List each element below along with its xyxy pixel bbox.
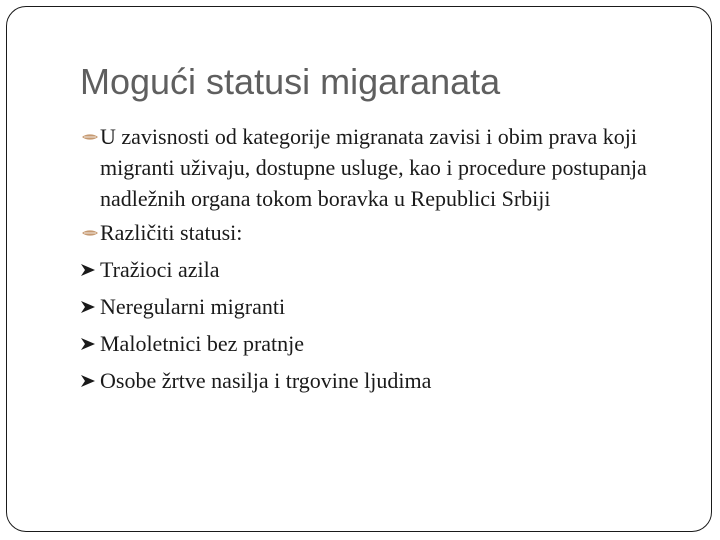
arrowhead-bullet-icon bbox=[80, 263, 96, 277]
sub-bullet-text: Maloletnici bez pratnje bbox=[100, 331, 305, 356]
arrowhead-bullet-icon bbox=[80, 337, 96, 351]
sub-bullet-item bbox=[80, 362, 680, 399]
bullet-list bbox=[80, 121, 680, 399]
arrowhead-bullet-icon bbox=[80, 300, 96, 314]
leaf-bullet-icon bbox=[81, 133, 99, 141]
arrowhead-bullet-icon bbox=[80, 374, 96, 388]
sub-bullet-item bbox=[80, 288, 680, 325]
leaf-bullet-icon bbox=[81, 229, 99, 237]
bullet-item bbox=[80, 121, 680, 214]
bullet-text: Različiti statusi: bbox=[100, 220, 243, 245]
sub-bullet-item bbox=[80, 325, 680, 362]
sub-bullet-text: Neregularni migranti bbox=[100, 294, 286, 319]
sub-bullet-text: Tražioci azila bbox=[100, 257, 220, 282]
slide-title: Mogući statusi migaranata bbox=[80, 61, 501, 102]
bullet-text: U zavisnosti od kategorije migranata zavisi i obim prava koji migranti uživaju, dostupne usluge, kao i procedure postupanja nadležnih organa tokom boravka u Republici Srbiji bbox=[100, 124, 647, 211]
bullet-item bbox=[80, 217, 680, 248]
sub-bullet-text: Osobe žrtve nasilja i trgovine ljudima bbox=[100, 368, 432, 393]
sub-bullet-item bbox=[80, 251, 680, 288]
